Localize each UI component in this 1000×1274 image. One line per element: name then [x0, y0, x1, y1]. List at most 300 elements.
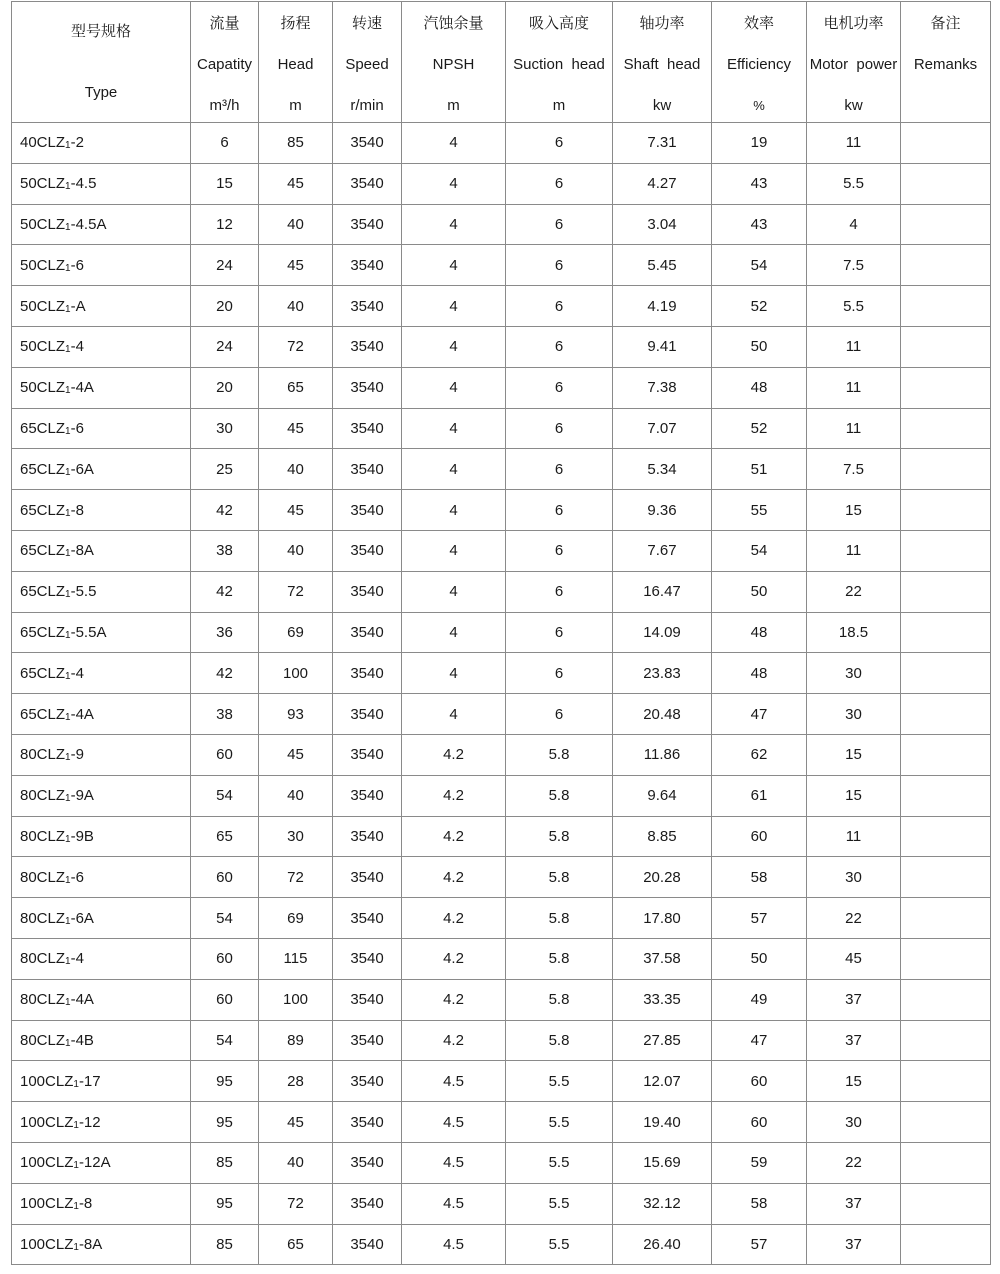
type-subscript: 1 — [65, 507, 71, 519]
cell-motor-power: 37 — [807, 1183, 901, 1224]
cell-suction-height: 6 — [506, 123, 613, 164]
table-row — [12, 123, 991, 164]
cell-speed: 3540 — [333, 775, 402, 816]
cell-remarks — [901, 938, 991, 979]
cell-suction-height: 6 — [506, 612, 613, 653]
cell-motor-power: 37 — [807, 1020, 901, 1061]
cell-speed: 3540 — [333, 816, 402, 857]
cell-capacity: 60 — [191, 857, 259, 898]
cell-type — [12, 775, 191, 816]
cell-head: 30 — [259, 816, 333, 857]
cell-efficiency: 60 — [712, 816, 807, 857]
type-subscript: 1 — [65, 874, 71, 886]
cell-remarks — [901, 979, 991, 1020]
cell-capacity: 30 — [191, 408, 259, 449]
type-prefix: 80CLZ — [20, 868, 66, 886]
cell-capacity: 54 — [191, 1020, 259, 1061]
type-suffix: -4A — [70, 991, 94, 1009]
header-npsh — [402, 2, 506, 123]
cell-type — [12, 490, 191, 531]
cell-head: 115 — [259, 938, 333, 979]
type-prefix: 40CLZ — [20, 134, 66, 152]
type-prefix: 65CLZ — [20, 664, 66, 682]
cell-type — [12, 816, 191, 857]
cell-speed: 3540 — [333, 1102, 402, 1143]
cell-capacity: 25 — [191, 449, 259, 490]
cell-type — [12, 734, 191, 775]
cell-motor-power: 30 — [807, 857, 901, 898]
cell-remarks — [901, 571, 991, 612]
cell-npsh: 4.2 — [402, 734, 506, 775]
cell-motor-power: 22 — [807, 898, 901, 939]
cell-npsh: 4.2 — [402, 938, 506, 979]
cell-remarks — [901, 204, 991, 245]
type-suffix: -6A — [70, 909, 94, 927]
type-prefix: 65CLZ — [20, 542, 66, 560]
type-subscript: 1 — [73, 1201, 79, 1213]
cell-motor-power: 15 — [807, 775, 901, 816]
cell-suction-height: 6 — [506, 326, 613, 367]
cell-shaft-power: 9.41 — [613, 326, 712, 367]
type-suffix: -8 — [70, 501, 84, 519]
cell-type — [12, 694, 191, 735]
cell-npsh: 4 — [402, 612, 506, 653]
cell-head: 40 — [259, 1142, 333, 1183]
cell-head: 93 — [259, 694, 333, 735]
table-row — [12, 1224, 991, 1265]
cell-shaft-power: 7.31 — [613, 123, 712, 164]
cell-remarks — [901, 286, 991, 327]
cell-type — [12, 408, 191, 449]
cell-efficiency: 47 — [712, 694, 807, 735]
cell-type — [12, 367, 191, 408]
cell-remarks — [901, 163, 991, 204]
cell-remarks — [901, 694, 991, 735]
type-subscript: 1 — [65, 752, 71, 764]
cell-shaft-power: 15.69 — [613, 1142, 712, 1183]
cell-head: 100 — [259, 653, 333, 694]
cell-efficiency: 50 — [712, 571, 807, 612]
cell-motor-power: 7.5 — [807, 245, 901, 286]
cell-remarks — [901, 898, 991, 939]
cell-npsh: 4 — [402, 653, 506, 694]
type-suffix: -2 — [70, 134, 84, 152]
cell-efficiency: 57 — [712, 898, 807, 939]
cell-npsh: 4.5 — [402, 1102, 506, 1143]
type-suffix: -4A — [70, 379, 94, 397]
cell-shaft-power: 8.85 — [613, 816, 712, 857]
cell-suction-height: 5.5 — [506, 1183, 613, 1224]
cell-type — [12, 204, 191, 245]
header-shaft — [613, 2, 712, 123]
cell-remarks — [901, 816, 991, 857]
type-prefix: 100CLZ — [20, 1235, 74, 1253]
cell-motor-power: 30 — [807, 1102, 901, 1143]
cell-remarks — [901, 530, 991, 571]
cell-capacity: 36 — [191, 612, 259, 653]
cell-head: 72 — [259, 571, 333, 612]
cell-suction-height: 5.8 — [506, 898, 613, 939]
cell-suction-height: 5.8 — [506, 979, 613, 1020]
cell-head: 40 — [259, 286, 333, 327]
cell-head: 69 — [259, 612, 333, 653]
type-suffix: -5.5A — [70, 623, 107, 641]
cell-efficiency: 52 — [712, 408, 807, 449]
header-remarks-zh: 备注 — [930, 15, 961, 32]
cell-motor-power: 18.5 — [807, 612, 901, 653]
cell-efficiency: 58 — [712, 1183, 807, 1224]
type-prefix: 50CLZ — [20, 379, 66, 397]
header-motor-unit: kw — [844, 97, 863, 114]
table-row — [12, 775, 991, 816]
header-motor — [807, 2, 901, 123]
cell-shaft-power: 27.85 — [613, 1020, 712, 1061]
cell-capacity: 95 — [191, 1102, 259, 1143]
cell-npsh: 4.2 — [402, 775, 506, 816]
cell-head: 45 — [259, 163, 333, 204]
cell-capacity: 24 — [191, 245, 259, 286]
cell-suction-height: 6 — [506, 163, 613, 204]
header-head-zh: 扬程 — [280, 15, 311, 32]
cell-head: 65 — [259, 367, 333, 408]
type-suffix: -17 — [78, 1072, 101, 1090]
type-prefix: 80CLZ — [20, 787, 66, 805]
table-row — [12, 1102, 991, 1143]
cell-head: 45 — [259, 408, 333, 449]
cell-efficiency: 57 — [712, 1224, 807, 1265]
header-head — [259, 2, 333, 123]
type-prefix: 65CLZ — [20, 705, 66, 723]
cell-efficiency: 58 — [712, 857, 807, 898]
cell-efficiency: 55 — [712, 490, 807, 531]
table-row — [12, 1142, 991, 1183]
type-suffix: -12A — [78, 1154, 111, 1172]
type-subscript: 1 — [65, 629, 71, 641]
header-shaft-unit: kw — [652, 97, 672, 114]
cell-head: 45 — [259, 1102, 333, 1143]
cell-capacity: 60 — [191, 734, 259, 775]
table-row — [12, 571, 991, 612]
cell-suction-height: 5.5 — [506, 1061, 613, 1102]
cell-motor-power: 4 — [807, 204, 901, 245]
header-speed — [333, 2, 402, 123]
cell-npsh: 4.5 — [402, 1224, 506, 1265]
header-efficiency-unit: % — [753, 98, 765, 113]
cell-head: 40 — [259, 775, 333, 816]
type-subscript: 1 — [73, 1119, 79, 1131]
header-speed-zh: 转速 — [351, 15, 382, 32]
header-efficiency — [712, 2, 807, 123]
table-row — [12, 612, 991, 653]
cell-speed: 3540 — [333, 286, 402, 327]
cell-suction-height: 5.8 — [506, 938, 613, 979]
cell-remarks — [901, 653, 991, 694]
cell-capacity: 24 — [191, 326, 259, 367]
cell-remarks — [901, 1102, 991, 1143]
cell-npsh: 4 — [402, 123, 506, 164]
cell-shaft-power: 3.04 — [613, 204, 712, 245]
cell-suction-height: 6 — [506, 408, 613, 449]
cell-suction-height: 6 — [506, 653, 613, 694]
header-suction — [506, 2, 613, 123]
cell-shaft-power: 7.67 — [613, 530, 712, 571]
cell-npsh: 4 — [402, 408, 506, 449]
cell-speed: 3540 — [333, 123, 402, 164]
type-subscript: 1 — [65, 711, 71, 723]
table-row — [12, 449, 991, 490]
cell-head: 89 — [259, 1020, 333, 1061]
type-suffix: -6 — [70, 868, 84, 886]
cell-speed: 3540 — [333, 245, 402, 286]
cell-npsh: 4 — [402, 245, 506, 286]
cell-speed: 3540 — [333, 326, 402, 367]
cell-speed: 3540 — [333, 653, 402, 694]
cell-speed: 3540 — [333, 938, 402, 979]
table-row — [12, 857, 991, 898]
cell-remarks — [901, 1020, 991, 1061]
cell-shaft-power: 14.09 — [613, 612, 712, 653]
cell-remarks — [901, 490, 991, 531]
cell-efficiency: 50 — [712, 938, 807, 979]
type-suffix: -6 — [70, 256, 84, 274]
type-subscript: 1 — [65, 262, 71, 274]
cell-npsh: 4.5 — [402, 1183, 506, 1224]
cell-head: 65 — [259, 1224, 333, 1265]
cell-efficiency: 47 — [712, 1020, 807, 1061]
cell-speed: 3540 — [333, 857, 402, 898]
cell-remarks — [901, 408, 991, 449]
cell-npsh: 4 — [402, 326, 506, 367]
cell-capacity: 42 — [191, 490, 259, 531]
cell-speed: 3540 — [333, 163, 402, 204]
table-row — [12, 326, 991, 367]
table-row — [12, 694, 991, 735]
cell-capacity: 95 — [191, 1061, 259, 1102]
table-row — [12, 938, 991, 979]
type-subscript: 1 — [65, 303, 71, 315]
cell-remarks — [901, 775, 991, 816]
cell-suction-height: 5.8 — [506, 734, 613, 775]
cell-shaft-power: 26.40 — [613, 1224, 712, 1265]
cell-speed: 3540 — [333, 979, 402, 1020]
cell-type — [12, 123, 191, 164]
cell-motor-power: 5.5 — [807, 163, 901, 204]
cell-efficiency: 51 — [712, 449, 807, 490]
cell-head: 45 — [259, 734, 333, 775]
type-subscript: 1 — [65, 385, 71, 397]
cell-remarks — [901, 326, 991, 367]
cell-npsh: 4.5 — [402, 1061, 506, 1102]
cell-npsh: 4.2 — [402, 857, 506, 898]
type-suffix: -8A — [78, 1235, 103, 1253]
cell-remarks — [901, 449, 991, 490]
table-row — [12, 163, 991, 204]
type-prefix: 65CLZ — [20, 501, 66, 519]
cell-efficiency: 48 — [712, 612, 807, 653]
cell-type — [12, 286, 191, 327]
cell-efficiency: 61 — [712, 775, 807, 816]
cell-head: 72 — [259, 326, 333, 367]
header-efficiency-en: Efficiency — [727, 56, 791, 73]
type-suffix: -A — [70, 297, 86, 315]
cell-efficiency: 48 — [712, 367, 807, 408]
cell-motor-power: 5.5 — [807, 286, 901, 327]
cell-suction-height: 6 — [506, 245, 613, 286]
type-subscript: 1 — [65, 1037, 71, 1049]
cell-type — [12, 1183, 191, 1224]
cell-type — [12, 979, 191, 1020]
type-prefix: 50CLZ — [20, 256, 66, 274]
cell-efficiency: 50 — [712, 326, 807, 367]
cell-speed: 3540 — [333, 367, 402, 408]
cell-suction-height: 6 — [506, 449, 613, 490]
cell-motor-power: 11 — [807, 123, 901, 164]
cell-head: 72 — [259, 857, 333, 898]
cell-head: 40 — [259, 449, 333, 490]
header-type-en: Type — [84, 84, 118, 101]
cell-motor-power: 11 — [807, 408, 901, 449]
cell-type — [12, 612, 191, 653]
cell-motor-power: 22 — [807, 1142, 901, 1183]
cell-capacity: 15 — [191, 163, 259, 204]
cell-shaft-power: 7.07 — [613, 408, 712, 449]
type-prefix: 100CLZ — [20, 1113, 74, 1131]
table-row — [12, 286, 991, 327]
cell-motor-power: 15 — [807, 1061, 901, 1102]
cell-suction-height: 6 — [506, 204, 613, 245]
table-row — [12, 530, 991, 571]
cell-npsh: 4 — [402, 204, 506, 245]
cell-type — [12, 326, 191, 367]
cell-remarks — [901, 857, 991, 898]
header-speed-en: Speed — [345, 56, 389, 73]
header-npsh-unit: m — [447, 97, 460, 114]
cell-shaft-power: 23.83 — [613, 653, 712, 694]
cell-capacity: 60 — [191, 979, 259, 1020]
cell-speed: 3540 — [333, 449, 402, 490]
type-suffix: -4 — [70, 950, 84, 968]
type-subscript: 1 — [65, 915, 71, 927]
cell-shaft-power: 33.35 — [613, 979, 712, 1020]
cell-head: 45 — [259, 490, 333, 531]
cell-speed: 3540 — [333, 530, 402, 571]
cell-capacity: 85 — [191, 1224, 259, 1265]
cell-shaft-power: 7.38 — [613, 367, 712, 408]
cell-efficiency: 60 — [712, 1061, 807, 1102]
cell-shaft-power: 17.80 — [613, 898, 712, 939]
type-prefix: 80CLZ — [20, 909, 66, 927]
type-suffix: -4A — [70, 705, 94, 723]
cell-head: 100 — [259, 979, 333, 1020]
cell-type — [12, 245, 191, 286]
cell-remarks — [901, 367, 991, 408]
cell-motor-power: 15 — [807, 490, 901, 531]
cell-motor-power: 30 — [807, 694, 901, 735]
type-prefix: 100CLZ — [20, 1195, 74, 1213]
cell-npsh: 4.5 — [402, 1142, 506, 1183]
header-speed-unit: r/min — [350, 97, 384, 114]
cell-speed: 3540 — [333, 898, 402, 939]
type-subscript: 1 — [73, 1078, 79, 1090]
cell-type — [12, 938, 191, 979]
type-subscript: 1 — [73, 1160, 79, 1172]
cell-motor-power: 15 — [807, 734, 901, 775]
type-suffix: -4B — [70, 1031, 94, 1049]
header-motor-en: Motor power — [809, 56, 898, 73]
cell-efficiency: 49 — [712, 979, 807, 1020]
cell-motor-power: 11 — [807, 367, 901, 408]
type-suffix: -4 — [70, 664, 84, 682]
cell-type — [12, 571, 191, 612]
cell-npsh: 4 — [402, 694, 506, 735]
cell-suction-height: 6 — [506, 286, 613, 327]
header-capacity-en: Capatity — [196, 56, 253, 73]
cell-remarks — [901, 612, 991, 653]
cell-type — [12, 857, 191, 898]
header-shaft-en: Shaft head — [623, 56, 701, 73]
cell-remarks — [901, 1224, 991, 1265]
cell-suction-height: 5.8 — [506, 816, 613, 857]
cell-efficiency: 62 — [712, 734, 807, 775]
table-row — [12, 490, 991, 531]
cell-shaft-power: 4.27 — [613, 163, 712, 204]
cell-remarks — [901, 123, 991, 164]
cell-npsh: 4 — [402, 367, 506, 408]
table-row — [12, 408, 991, 449]
cell-head: 85 — [259, 123, 333, 164]
type-prefix: 65CLZ — [20, 460, 66, 478]
type-subscript: 1 — [65, 670, 71, 682]
type-prefix: 50CLZ — [20, 175, 66, 193]
cell-head: 40 — [259, 530, 333, 571]
table-row — [12, 653, 991, 694]
cell-efficiency: 54 — [712, 530, 807, 571]
cell-capacity: 38 — [191, 694, 259, 735]
cell-shaft-power: 16.47 — [613, 571, 712, 612]
cell-head: 28 — [259, 1061, 333, 1102]
cell-head: 45 — [259, 245, 333, 286]
header-shaft-zh: 轴功率 — [639, 15, 685, 32]
cell-speed: 3540 — [333, 1142, 402, 1183]
cell-suction-height: 6 — [506, 367, 613, 408]
table-row — [12, 204, 991, 245]
type-suffix: -5.5 — [70, 583, 97, 601]
type-suffix: -9B — [70, 827, 94, 845]
cell-motor-power: 11 — [807, 530, 901, 571]
header-remarks — [901, 2, 991, 123]
header-suction-en: Suction head — [513, 56, 605, 73]
header-type-zh: 型号规格 — [70, 23, 131, 40]
type-prefix: 65CLZ — [20, 623, 66, 641]
cell-efficiency: 59 — [712, 1142, 807, 1183]
table-row — [12, 1061, 991, 1102]
cell-npsh: 4.2 — [402, 1020, 506, 1061]
cell-capacity: 38 — [191, 530, 259, 571]
cell-efficiency: 43 — [712, 204, 807, 245]
cell-npsh: 4.2 — [402, 816, 506, 857]
type-subscript: 1 — [65, 833, 71, 845]
header-suction-zh: 吸入高度 — [528, 15, 589, 32]
cell-type — [12, 898, 191, 939]
cell-efficiency: 60 — [712, 1102, 807, 1143]
cell-head: 69 — [259, 898, 333, 939]
header-capacity-zh: 流量 — [209, 15, 240, 32]
pump-spec-table — [11, 1, 991, 1265]
cell-motor-power: 11 — [807, 326, 901, 367]
cell-head: 40 — [259, 204, 333, 245]
type-prefix: 80CLZ — [20, 746, 66, 764]
cell-npsh: 4 — [402, 530, 506, 571]
